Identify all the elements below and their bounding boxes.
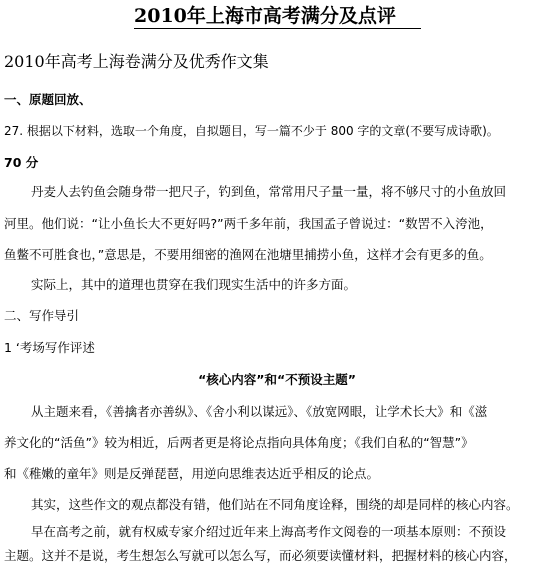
section-2-heading: 二、写作导引 bbox=[4, 308, 80, 323]
prompt-line: 27. 根据以下材料，选取一个角度，自拟题目，写一篇不少于 800 字的文章(不要写成诗歌)。 bbox=[4, 124, 499, 138]
analysis-line-1: 从主题来看，《善擒者亦善纵》、《舍小利以谋远》、《放宽网眼，让学术长大》和《滋 bbox=[31, 404, 488, 419]
score-label: 70 分 bbox=[4, 155, 39, 170]
analysis-line-3: 和《稚嫩的童年》则是反弹琵琶，用逆向思维表达近乎相反的论点。 bbox=[4, 466, 380, 481]
title-underline bbox=[134, 28, 421, 29]
collection-subtitle: 2010年高考上海卷满分及优秀作文集 bbox=[4, 52, 269, 71]
material-line-2: 河里。他们说：“让小鱼长大不更好吗?”两千多年前，我国孟子曾说过：“数罟不入洿池， bbox=[4, 216, 493, 231]
analysis-line-4: 其实，这些作文的观点都没有错，他们站在不同角度诠释，围绕的却是同样的核心内容。 bbox=[31, 497, 519, 512]
analysis-line-2: 养文化的“活鱼”》较为相近，后两者更是将论点指向具体角度；《我们自私的“智慧”》 bbox=[4, 435, 474, 450]
material-line-3: 鱼鳖不可胜食也，”意思是，不要用细密的渔网在池塘里捕捞小鱼，这样才会有更多的鱼。 bbox=[4, 247, 492, 262]
document-title: 2010年上海市高考满分及点评 bbox=[134, 5, 396, 27]
center-heading: “核心内容”和“不预设主题” bbox=[198, 372, 356, 387]
subsection-1-heading: 1 ‘考场写作评述 bbox=[4, 340, 95, 355]
material-line-4: 实际上，其中的道理也贯穿在我们现实生活中的许多方面。 bbox=[31, 277, 357, 292]
analysis-line-5: 早在高考之前，就有权威专家介绍过近年来上海高考作文阅卷的一项基本原则：不预设 bbox=[31, 524, 507, 539]
section-1-heading: 一、原题回放、 bbox=[4, 92, 92, 107]
analysis-line-6: 主题。这并不是说，考生想怎么写就可以怎么写，而必须要读懂材料，把握材料的核心内容， bbox=[4, 548, 517, 563]
material-line-1: 丹麦人去钓鱼会随身带一把尺子，钓到鱼，常常用尺子量一量，将不够尺寸的小鱼放回 bbox=[31, 184, 507, 199]
